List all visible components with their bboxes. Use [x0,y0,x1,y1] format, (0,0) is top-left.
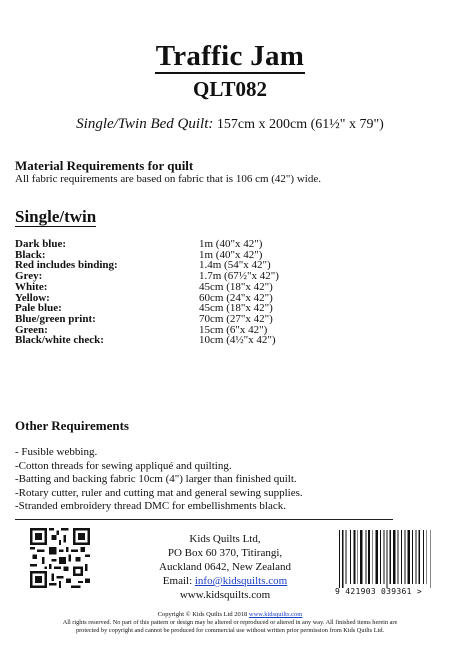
barcode-icon [335,530,433,588]
rights-line-2: protected by copyright and cannot be produced for commercial use without written prior permission from Kids Quilts Ltd. [75,627,385,634]
materials-heading: Material Requirements for quilt [15,158,194,173]
footer-divider [15,519,393,520]
fabric-name: Yellow: [15,291,50,304]
email-label: Email: [162,575,195,587]
fabric-name: Red includes binding: [15,259,118,272]
fabric-amount: 1.4m (54"x 42") [199,259,271,272]
fabric-name: Green: [15,323,48,336]
materials-note: All fabric requirements are based on fabric that is 106 cm (42") wide. [15,173,321,185]
requirement-item: -Cotton threads for sewing appliqué and quilting. [15,459,232,472]
email-link[interactable]: info@kidsquilts.com [194,575,288,587]
other-requirements-heading: Other Requirements [15,418,129,433]
rights-line-1: All rights reserved. No part of this pattern or design may be altered or reproduced or altered in any way. All finished items herein are [62,619,398,626]
city-line: Auckland 0642, New Zealand [159,561,291,573]
po-box: PO Box 60 370, Titirangi, [167,547,283,559]
pattern-title [0,40,460,73]
fabric-name: Blue/green print: [15,312,96,325]
fabric-name: Black/white check: [15,334,104,347]
company-name: Kids Quilts Ltd, [189,533,261,545]
requirement-item: -Batting and backing fabric 10cm (4") larger than finished quilt. [15,473,297,485]
fabric-amount: 45cm (18"x 42") [199,280,273,293]
website-text: www.kidsquilts.com [179,589,271,601]
quilt-size-line [0,116,460,133]
company-address [125,532,325,602]
single-twin-heading: Single/twin [15,207,97,226]
fabric-amount: 1m (40"x 42") [199,238,263,250]
fabric-name: Grey: [15,270,43,283]
pattern-code: QLT082 [193,77,267,101]
fabric-name: Pale blue: [15,302,62,315]
email-line [125,574,325,588]
copyright-website-link[interactable]: www.kidsquilts.com [248,611,303,618]
fabric-row [15,334,415,347]
fabric-amount: 1m (40"x 42") [199,248,263,261]
fabric-amount: 70cm (27"x 42") [199,312,273,325]
requirement-item: -Stranded embroidery thread DMC for embellishments black. [15,500,286,512]
fabric-name: Dark blue: [15,238,67,250]
barcode-number: 9 421903 039361 > [335,587,422,596]
quilt-size-value: 157cm x 200cm (61½" x 79") [213,117,384,132]
fabric-amount: 1.7m (67½"x 42") [199,270,279,283]
requirement-item: - Fusible webbing. [15,446,98,458]
pattern-title-text: Traffic Jam [155,40,305,72]
fabric-amount: 15cm (6"x 42") [199,323,268,336]
fabric-amount: 10cm (4½"x 42") [199,334,276,347]
fabric-amount: 45cm (18"x 42") [199,302,273,315]
rights-notice [0,619,460,635]
fabric-amount: 60cm (24"x 42") [199,291,273,304]
fabric-name: Black: [15,248,46,261]
fabric-name: White: [15,280,48,293]
copyright-text: Copyright © Kids Quilts Ltd 2018 [157,611,249,618]
qr-code-icon [30,528,90,588]
requirement-item: -Rotary cutter, ruler and cutting mat and general sewing supplies. [15,486,303,499]
quilt-type-label: Single/Twin Bed Quilt: [76,116,214,132]
copyright-line [0,611,460,618]
